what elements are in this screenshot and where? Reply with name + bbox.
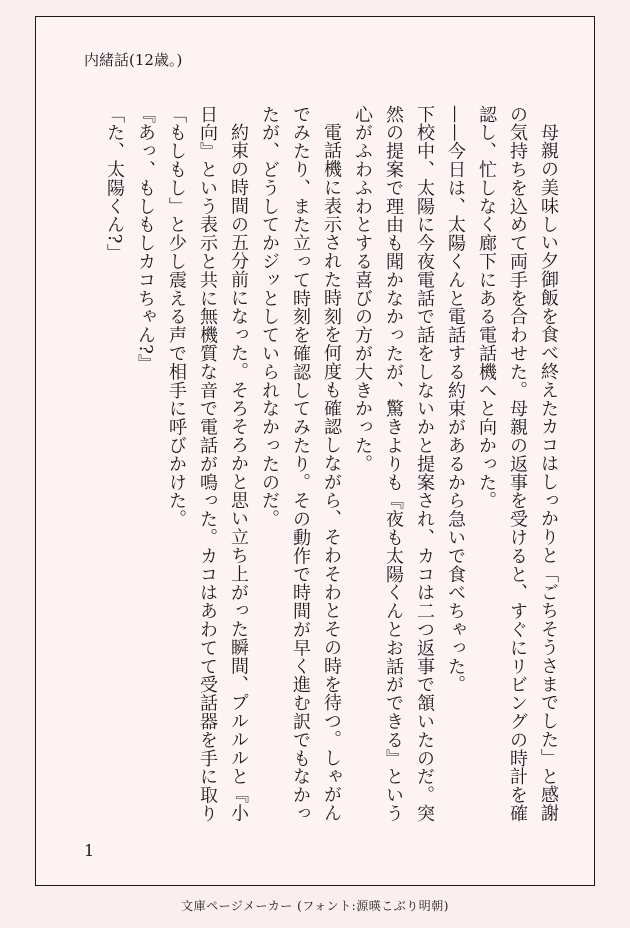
paragraph-2: ——今日は、太陽くんと電話する約束があるから急いで食べちゃった。: [445, 105, 466, 694]
paragraph-7: 「た、太陽くん?」: [104, 105, 125, 263]
chapter-title: 内緒話(12歳。): [84, 51, 183, 69]
page-frame: [35, 16, 595, 886]
vertical-body-text: [99, 105, 564, 825]
paragraph-5: 約束の時間の五分前になった。そろそろかと思い立ち上がった瞬間、プルルルと『小日向』という表示と共に無機質な音で電話が鳴った。カコはあわてて受話器を手に取り「もしもし」と少し震える声で相手に呼びかけた。: [166, 105, 249, 823]
paragraph-1: 母親の美味しい夕御飯を食べ終えたカコはしっかりと「ごちそうさまでした」と感謝の気持ちを込めて両手を合わせた。母親の返事を受けると、すぐにリビングの時計を確認し、忙しなく廊下にある電話機へと向かった。: [476, 105, 559, 823]
paragraph-6: 『あっ、もしもしカコちゃん?』: [135, 105, 156, 373]
paragraph-4: 電話機に表示された時刻を何度も確認しながら、そわそわとその時を待つ。しゃがんでみたり、また立って時刻を確認してみたり。その動作で時間が早く進む訳でもなかったが、どうしてかジッとしていられなかったのだ。: [259, 105, 342, 823]
paragraph-3: 下校中、太陽に今夜電話で話をしないかと提案され、カコは二つ返事で頷いたのだ。突然の提案で理由も聞かなかったが、驚きよりも『夜も太陽くんとお話ができる』という心がふわふわとする喜びの方が大きかった。: [352, 105, 435, 823]
footer-credit: 文庫ページメーカー (フォント:源暎こぶり明朝): [181, 899, 449, 913]
page-number: 1: [84, 841, 95, 860]
